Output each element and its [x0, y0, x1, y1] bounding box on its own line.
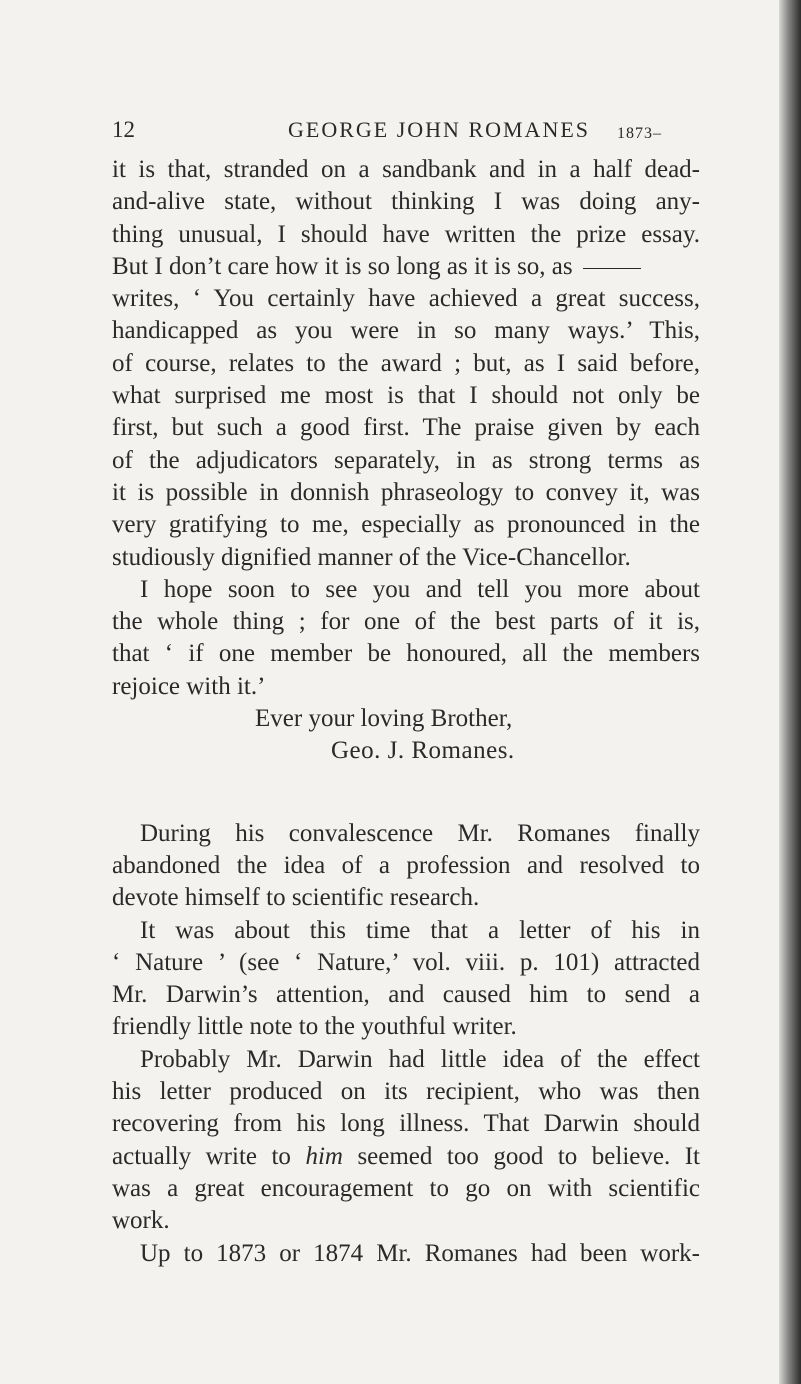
narrative-line: devote himself to scientific research.: [112, 884, 480, 912]
letter-line: first, but such a good first. The praise given by each: [112, 414, 700, 442]
name-omission-dash: [583, 268, 641, 269]
letter-line: that ‘ if one member be honoured, all the members: [112, 640, 700, 668]
letter-line-text: But I don’t care how it is so long as it is so, as: [112, 252, 573, 280]
letter-signature: Geo. J. Romanes.: [331, 737, 515, 765]
narrative-line: It was about this time that a letter of his in: [140, 916, 700, 944]
narrative-text: actually write to: [112, 1142, 291, 1170]
letter-line: it is that, stranded on a sandbank and in a half dead-: [112, 156, 700, 183]
section-gap: [112, 768, 700, 818]
letter-line: writes, ‘ You certainly have achieved a great success,: [112, 285, 700, 313]
letter-line: and-alive state, without thinking I was doing any-: [112, 188, 700, 216]
letter-line: thing unusual, I should have written the prize essay.: [112, 220, 700, 248]
running-head: [112, 117, 700, 147]
letter-line: it is possible in donnish phraseology to convey it, was: [112, 478, 700, 506]
letter-line: [112, 251, 700, 283]
letter-line: rejoice with it.’: [112, 672, 266, 700]
narrative-line: Mr. Darwin’s attention, and caused him to send a: [112, 981, 700, 1009]
letter-line: the whole thing ; for one of the best parts of it is,: [112, 608, 700, 636]
emphasis-him: him: [305, 1142, 343, 1170]
running-year: 1873–: [617, 125, 662, 142]
narrative-line: [112, 1141, 700, 1173]
letter-line: handicapped as you were in so many ways.’ This,: [112, 317, 700, 345]
narrative-line: Probably Mr. Darwin had little idea of the effect: [140, 1045, 700, 1073]
narrative-text: seemed too good to believe. It: [357, 1142, 700, 1170]
narrative-line: work.: [112, 1207, 170, 1235]
letter-line: studiously dignified manner of the Vice-Chancellor.: [112, 543, 631, 571]
letter-line: I hope soon to see you and tell you more about: [140, 575, 700, 603]
page-binding-edge: [779, 0, 801, 1384]
narrative-line: his letter produced on its recipient, who was then: [112, 1078, 700, 1106]
body-text: [112, 154, 700, 1270]
narrative-line: Up to 1873 or 1874 Mr. Romanes had been work-: [140, 1239, 700, 1267]
letter-line: very gratifying to me, especially as pronounced in the: [112, 511, 700, 539]
letter-line: of course, relates to the award ; but, as I said before,: [112, 349, 700, 377]
narrative-line: During his convalescence Mr. Romanes finally: [140, 819, 700, 847]
narrative-line: friendly little note to the youthful writer.: [112, 1013, 517, 1041]
page-number: 12: [112, 117, 135, 142]
narrative-line: abandoned the idea of a profession and resolved to: [112, 851, 700, 879]
narrative-line: recovering from his long illness. That Darwin should: [112, 1110, 700, 1138]
narrative-line: was a great encouragement to go on with scientific: [112, 1174, 700, 1202]
narrative-line: ‘ Nature ’ (see ‘ Nature,’ vol. viii. p. 101) attracted: [112, 948, 700, 976]
running-title: GEORGE JOHN ROMANES: [288, 117, 591, 142]
letter-closing: Ever your loving Brother,: [255, 705, 513, 733]
letter-line: what surprised me most is that I should not only be: [112, 382, 700, 410]
letter-line: of the adjudicators separately, in as strong terms as: [112, 446, 700, 474]
